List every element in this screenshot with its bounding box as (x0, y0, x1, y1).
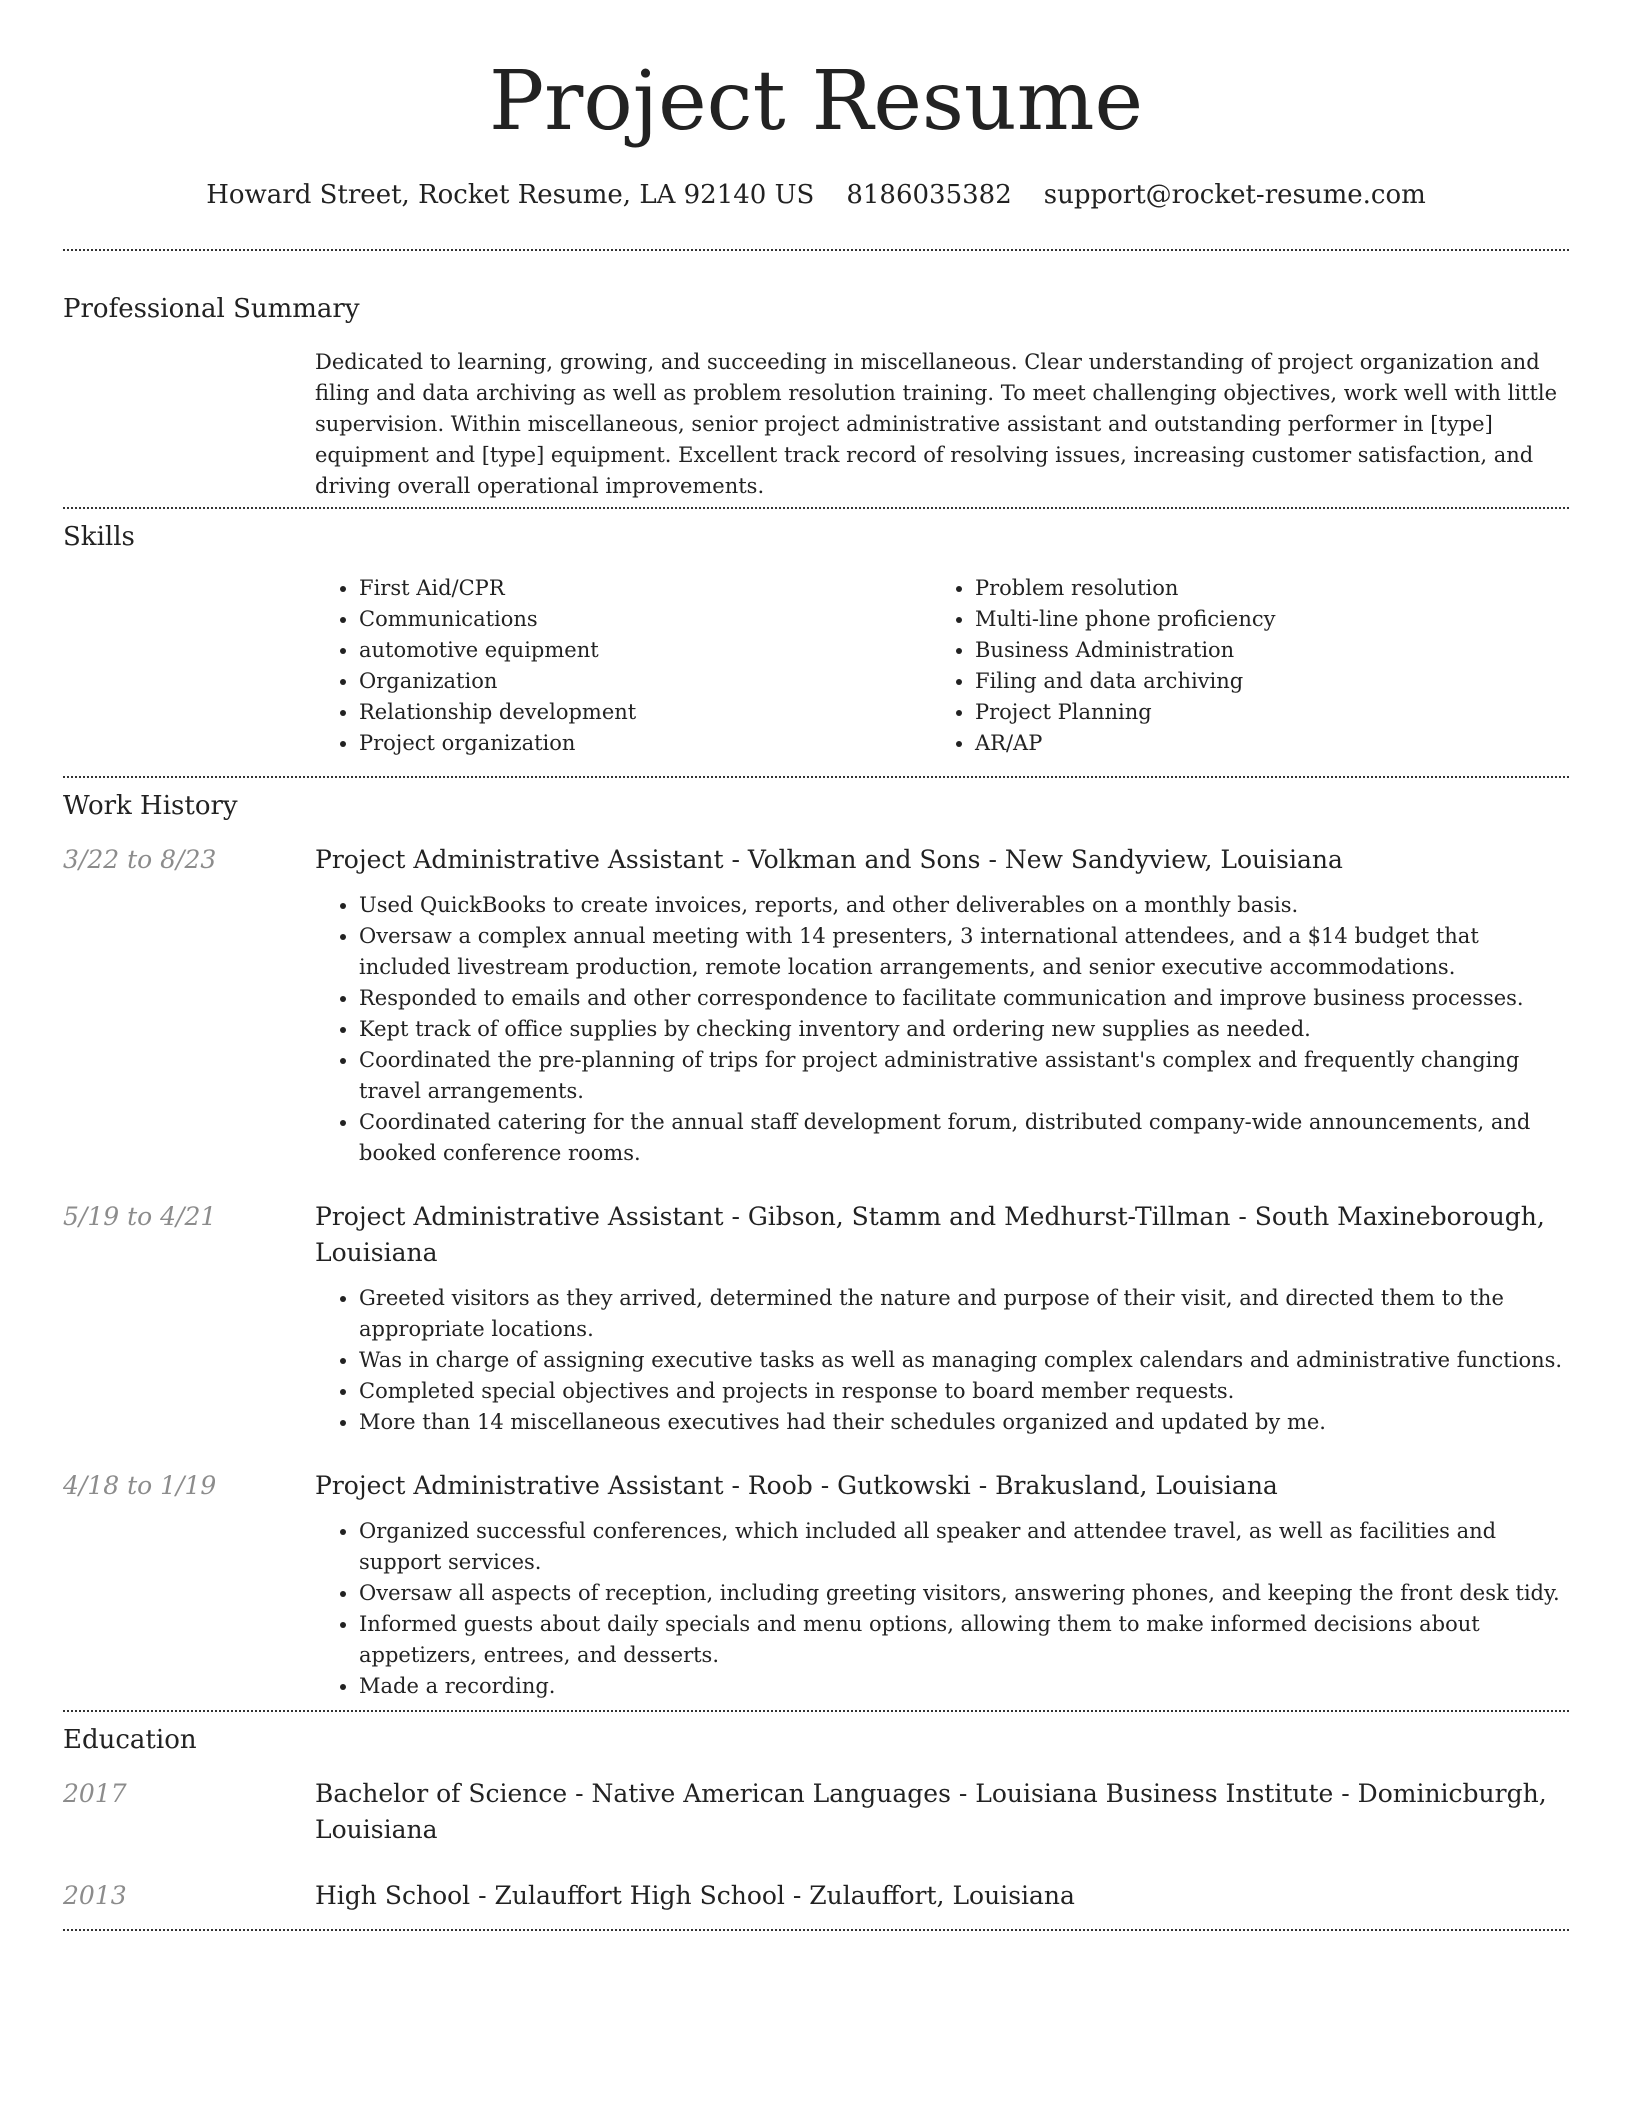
skills-heading: Skills (63, 522, 135, 552)
work-entry (63, 1199, 1569, 1438)
resume-name: Project Resume (488, 54, 1144, 149)
work-divider (63, 1710, 1569, 1712)
education-date: 2017 (63, 1779, 127, 1808)
work-bullet: • Oversaw a complex annual meeting with 14 presenters, 3 international attendees, and a $14 budget that included livestream production, remote location arrangements, and senior executive accommodations. (359, 921, 1569, 983)
skill-item: • Communications (359, 604, 931, 635)
education-entry (63, 1776, 1569, 1848)
work-title: Project Administrative Assistant - Roob - Gutkowski - Brakusland, Louisiana (315, 1471, 1278, 1500)
skill-item: • Multi-line phone proficiency (975, 604, 1547, 635)
skill-item: • Organization (359, 666, 931, 697)
skill-item: • Business Administration (975, 635, 1547, 666)
skill-item: • AR/AP (975, 728, 1547, 759)
education-entry (63, 1878, 1569, 1914)
education-title: Bachelor of Science - Native American Languages - Louisiana Business Institute - Dominicburgh, Louisiana (315, 1779, 1547, 1844)
work-bullets (315, 1516, 1569, 1702)
skill-item: • Project Planning (975, 697, 1547, 728)
education-title: High School - Zulauffort High School - Zulauffort, Louisiana (315, 1881, 1075, 1910)
skills-list-right (931, 573, 1547, 759)
work-bullet: • Oversaw all aspects of reception, including greeting visitors, answering phones, and keeping the front desk tidy. (359, 1578, 1569, 1609)
skill-item: • Problem resolution (975, 573, 1547, 604)
contact-line (63, 178, 1569, 212)
work-entry (63, 1468, 1569, 1702)
work-entry (63, 842, 1569, 1169)
contact-address: Howard Street, Rocket Resume, LA 92140 US (206, 180, 815, 210)
work-title: Project Administrative Assistant - Volkman and Sons - New Sandyview, Louisiana (315, 845, 1343, 874)
work-bullets (315, 890, 1569, 1169)
work-bullet: • Used QuickBooks to create invoices, reports, and other deliverables on a monthly basis. (359, 890, 1569, 921)
work-bullet: • Responded to emails and other correspondence to facilitate communication and improve business processes. (359, 983, 1569, 1014)
contact-phone: 8186035382 (846, 180, 1012, 210)
skill-item: • automotive equipment (359, 635, 931, 666)
work-title: Project Administrative Assistant - Gibson, Stamm and Medhurst-Tillman - South Maxineborough, Louisiana (315, 1202, 1545, 1267)
work-bullet: • Made a recording. (359, 1671, 1569, 1702)
summary-section (315, 347, 1569, 502)
contact-email: support@rocket-resume.com (1043, 180, 1426, 210)
education-date: 2013 (63, 1881, 127, 1910)
skill-item: • Project organization (359, 728, 931, 759)
work-bullet: • Greeted visitors as they arrived, determined the nature and purpose of their visit, and directed them to the appropriate locations. (359, 1283, 1569, 1345)
work-bullet: • Was in charge of assigning executive tasks as well as managing complex calendars and administrative functions. (359, 1345, 1569, 1376)
summary-text: Dedicated to learning, growing, and succeeding in miscellaneous. Clear understanding of project organization and filing and data archiving as well as problem resolution training. To meet challenging objectives, work well with little supervision. Within miscellaneous, senior project administrative assistant and outstanding performer in [type] equipment and [type] equipment. Excellent track record of resolving issues, increasing customer satisfaction, and driving overall operational improvements. (315, 350, 1558, 498)
summary-heading: Professional Summary (63, 294, 360, 324)
skills-section (315, 573, 1569, 759)
work-date: 4/18 to 1/19 (63, 1471, 217, 1500)
work-date: 5/19 to 4/21 (63, 1202, 217, 1231)
work-bullet: • Coordinated catering for the annual staff development forum, distributed company-wide announcements, and booked conference rooms. (359, 1107, 1569, 1169)
skills-divider (63, 776, 1569, 778)
skill-item: • Relationship development (359, 697, 931, 728)
work-bullets (315, 1283, 1569, 1438)
work-date: 3/22 to 8/23 (63, 845, 217, 874)
work-bullet: • Organized successful conferences, which included all speaker and attendee travel, as well as facilities and support services. (359, 1516, 1569, 1578)
work-bullet: • More than 14 miscellaneous executives had their schedules organized and updated by me. (359, 1407, 1569, 1438)
skills-list-left (315, 573, 931, 759)
header-divider (63, 249, 1569, 251)
education-divider (63, 1929, 1569, 1931)
work-bullet: • Coordinated the pre-planning of trips for project administrative assistant's complex and frequently changing travel arrangements. (359, 1045, 1569, 1107)
summary-divider (63, 507, 1569, 509)
work-bullet: • Kept track of office supplies by checking inventory and ordering new supplies as needed. (359, 1014, 1569, 1045)
education-heading: Education (63, 1725, 197, 1755)
skill-item: • First Aid/CPR (359, 573, 931, 604)
skill-item: • Filing and data archiving (975, 666, 1547, 697)
work-bullet: • Completed special objectives and projects in response to board member requests. (359, 1376, 1569, 1407)
work-bullet: • Informed guests about daily specials and menu options, allowing them to make informed decisions about appetizers, entrees, and desserts. (359, 1609, 1569, 1671)
work-heading: Work History (63, 791, 238, 821)
